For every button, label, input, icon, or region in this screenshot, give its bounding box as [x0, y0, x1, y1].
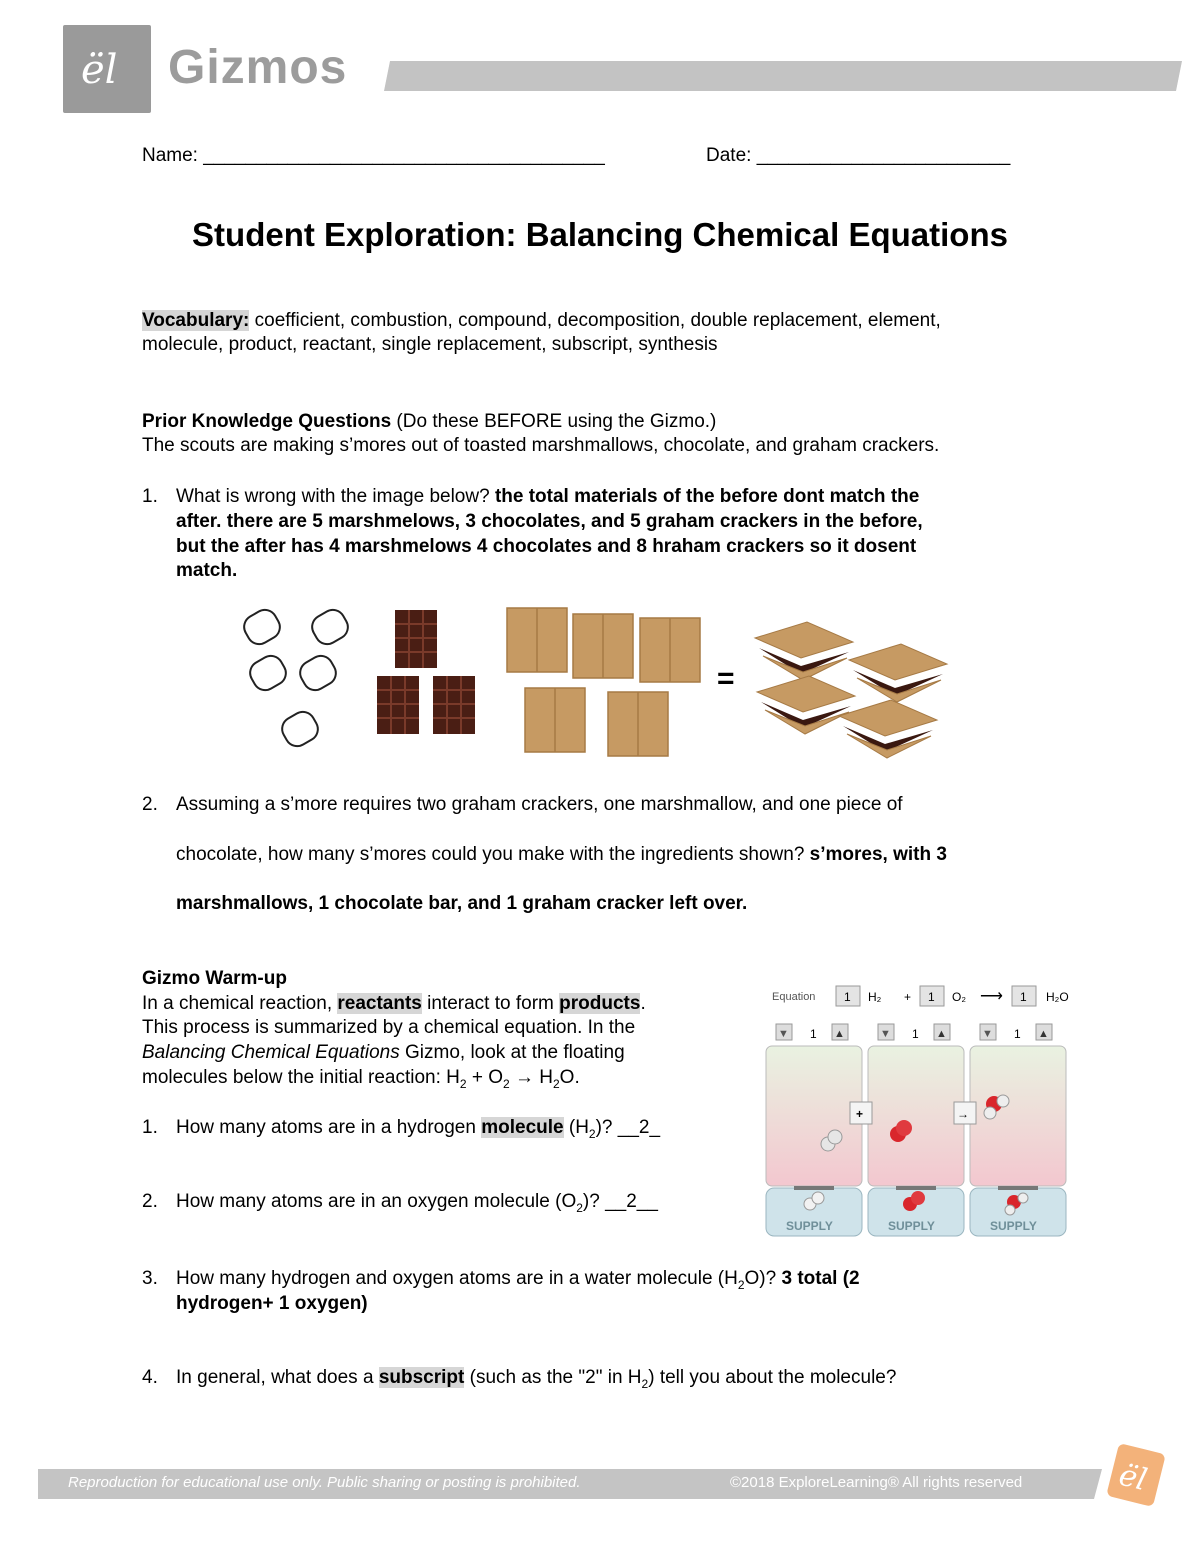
- el-logo-icon: [77, 47, 137, 91]
- graham-cracker: [608, 692, 668, 756]
- counter-value: 1: [1014, 1027, 1021, 1041]
- term-subscript: subscript: [378, 1367, 465, 1388]
- marshmallow: [278, 708, 322, 751]
- subscript: 2: [588, 1126, 596, 1141]
- smore: [849, 644, 947, 702]
- text: interact to form: [421, 993, 560, 1014]
- text: (such as the "2" in H: [464, 1367, 642, 1388]
- subscript: 2: [459, 1076, 467, 1091]
- header-bar: [384, 61, 1182, 91]
- down-arrow-icon: ▼: [982, 1028, 993, 1040]
- supply-h2[interactable]: [766, 1186, 862, 1236]
- supply-label: SUPPLY: [990, 1219, 1037, 1233]
- graham-cracker: [525, 688, 585, 752]
- text: .: [640, 993, 646, 1014]
- text: How many hydrogen and oxygen atoms are in a water molecule (H: [176, 1268, 738, 1289]
- marshmallow: [246, 652, 290, 695]
- arrow-operator: →: [957, 1107, 969, 1121]
- question-number: 2.: [142, 1191, 158, 1212]
- answer-line-2: after. there are 5 marshmelows, 3 chocolates, and 5 graham crackers in the before,: [176, 511, 923, 532]
- text: How many atoms are in a hydrogen: [176, 1117, 482, 1138]
- chocolate-bar: [433, 676, 475, 734]
- supply-label: SUPPLY: [786, 1219, 833, 1233]
- warmup-heading: Gizmo Warm-up: [142, 968, 287, 989]
- subscript: 2: [641, 1376, 649, 1391]
- marshmallow: [240, 606, 284, 649]
- coefficient-value: 1: [1020, 990, 1027, 1004]
- formula-h2o: H₂O: [1046, 990, 1069, 1004]
- counter-h2: [776, 1024, 848, 1041]
- vocabulary-line-1: [142, 309, 941, 333]
- plus-operator: +: [856, 1107, 864, 1121]
- graham-crackers: [507, 608, 700, 756]
- text: + O: [466, 1067, 504, 1088]
- term-molecule: molecule: [481, 1117, 564, 1138]
- counter-value: 1: [912, 1027, 919, 1041]
- prior-intro: The scouts are making s’mores out of toasted marshmallows, chocolate, and graham crackers.: [142, 435, 940, 456]
- equals-sign: =: [717, 662, 735, 695]
- svg-text:ël: ël: [81, 47, 118, 91]
- term-reactants: reactants: [337, 993, 422, 1014]
- question-text: [176, 1366, 896, 1390]
- svg-text:ël: ël: [1115, 1457, 1151, 1499]
- text: In a chemical reaction,: [142, 993, 338, 1014]
- smores-illustration: [235, 600, 955, 760]
- up-arrow-icon: ▲: [834, 1028, 845, 1040]
- page-title: Student Exploration: Balancing Chemical Equations: [192, 216, 1008, 253]
- answer-line-3: but the after has 4 marshmelows 4 chocolates and 8 hraham crackers so it dosent: [176, 536, 917, 557]
- question-2-line-1: Assuming a s’more requires two graham crackers, one marshmallow, and one piece of: [176, 794, 903, 815]
- question-number: 1.: [142, 486, 158, 507]
- question-number: 4.: [142, 1367, 158, 1388]
- name-field[interactable]: Name: ______________________________________: [142, 145, 605, 166]
- text: )? __2__: [582, 1191, 658, 1212]
- chocolate-bars: [377, 610, 475, 734]
- supply-h2o[interactable]: [970, 1186, 1066, 1236]
- answer-line-3: marshmallows, 1 chocolate bar, and 1 graham cracker left over.: [176, 893, 748, 914]
- smore: [757, 676, 855, 734]
- plus-sign: +: [904, 990, 912, 1004]
- tank-o2: [868, 1046, 964, 1186]
- text: ) tell you about the molecule?: [648, 1367, 897, 1388]
- answer-text: 3 total (2: [781, 1268, 860, 1289]
- graham-cracker: [640, 618, 700, 682]
- text: O.: [559, 1067, 580, 1088]
- vocabulary-label: Vocabulary:: [142, 310, 250, 331]
- coefficient-value: 1: [844, 990, 851, 1004]
- footer-disclaimer: Reproduction for educational use only. Public sharing or posting is prohibited.: [68, 1474, 581, 1491]
- text: (H: [563, 1117, 589, 1138]
- prior-note: (Do these BEFORE using the Gizmo.): [391, 411, 717, 432]
- explorelearning-logo: [63, 25, 151, 113]
- answer-line-4: match.: [176, 560, 238, 581]
- answer-text: s’mores, with 3: [809, 844, 947, 865]
- question-2-line-2: [176, 843, 947, 867]
- question-text: [176, 1190, 658, 1214]
- question-number: 2.: [142, 794, 158, 815]
- question-text: [176, 1116, 660, 1140]
- formula-o2: O₂: [952, 990, 966, 1004]
- answer-line-2: hydrogen+ 1 oxygen): [176, 1293, 368, 1314]
- counter-o2: [878, 1024, 950, 1041]
- tank-h2: [766, 1046, 862, 1186]
- question-text: [176, 1267, 860, 1291]
- question-text: What is wrong with the image below?: [176, 486, 495, 507]
- warmup-line-4: [142, 1066, 580, 1090]
- smore: [839, 700, 937, 758]
- subscript: 2: [552, 1076, 560, 1091]
- term-products: products: [559, 993, 641, 1014]
- text: → H: [509, 1067, 553, 1088]
- footer-logo-icon: [1104, 1440, 1168, 1510]
- question-1-line-1: [176, 485, 919, 509]
- formula-h2: H₂: [868, 990, 882, 1004]
- chocolate-bar: [377, 676, 419, 734]
- counter-h2o: [980, 1024, 1052, 1041]
- text: In general, what does a: [176, 1367, 379, 1388]
- text: Gizmo, look at the floating: [399, 1042, 625, 1063]
- question-text: chocolate, how many s’mores could you make with the ingredients shown?: [176, 844, 810, 865]
- supply-label: SUPPLY: [888, 1219, 935, 1233]
- footer-copyright: ©2018 ExploreLearning® All rights reserved: [730, 1474, 1023, 1491]
- marshmallows: [240, 606, 352, 751]
- marshmallow: [296, 652, 340, 695]
- date-field[interactable]: Date: ________________________: [706, 145, 1011, 166]
- down-arrow-icon: ▼: [778, 1028, 789, 1040]
- text: How many atoms are in an oxygen molecule (O: [176, 1191, 577, 1212]
- subscript: 2: [503, 1076, 510, 1091]
- gizmo-name: Balancing Chemical Equations: [142, 1042, 400, 1063]
- text: O)?: [744, 1268, 782, 1289]
- subscript: 2: [737, 1277, 745, 1292]
- counter-value: 1: [810, 1027, 817, 1041]
- prior-knowledge-heading: [142, 410, 716, 434]
- question-number: 1.: [142, 1117, 158, 1138]
- warmup-line-3: [142, 1041, 625, 1065]
- vocabulary-line-2: molecule, product, reactant, single replacement, subscript, synthesis: [142, 334, 718, 355]
- question-number: 3.: [142, 1268, 158, 1289]
- warmup-line-2: This process is summarized by a chemical equation. In the: [142, 1017, 636, 1038]
- reaction-arrow: ⟶: [980, 988, 1003, 1005]
- text: )? __2_: [595, 1117, 661, 1138]
- down-arrow-icon: ▼: [880, 1028, 891, 1040]
- smore: [755, 622, 853, 680]
- up-arrow-icon: ▲: [936, 1028, 947, 1040]
- coefficient-value: 1: [928, 990, 935, 1004]
- prior-heading-text: Prior Knowledge Questions: [142, 411, 392, 432]
- brand-name: Gizmos: [168, 41, 348, 94]
- marshmallow: [308, 606, 352, 649]
- text: molecules below the initial reaction: H: [142, 1067, 460, 1088]
- answer-text: the total materials of the before dont match the: [494, 486, 920, 507]
- equation-label: Equation: [772, 991, 816, 1003]
- vocabulary-terms: coefficient, combustion, compound, decomposition, double replacement, element,: [249, 310, 941, 331]
- graham-cracker: [573, 614, 633, 678]
- gizmo-screenshot: [764, 980, 1084, 1240]
- up-arrow-icon: ▲: [1038, 1028, 1049, 1040]
- supply-o2[interactable]: [868, 1186, 964, 1236]
- chocolate-bar: [395, 610, 437, 668]
- smores: [755, 622, 947, 758]
- graham-cracker: [507, 608, 567, 672]
- warmup-line-1: [142, 992, 646, 1016]
- subscript: 2: [576, 1200, 583, 1215]
